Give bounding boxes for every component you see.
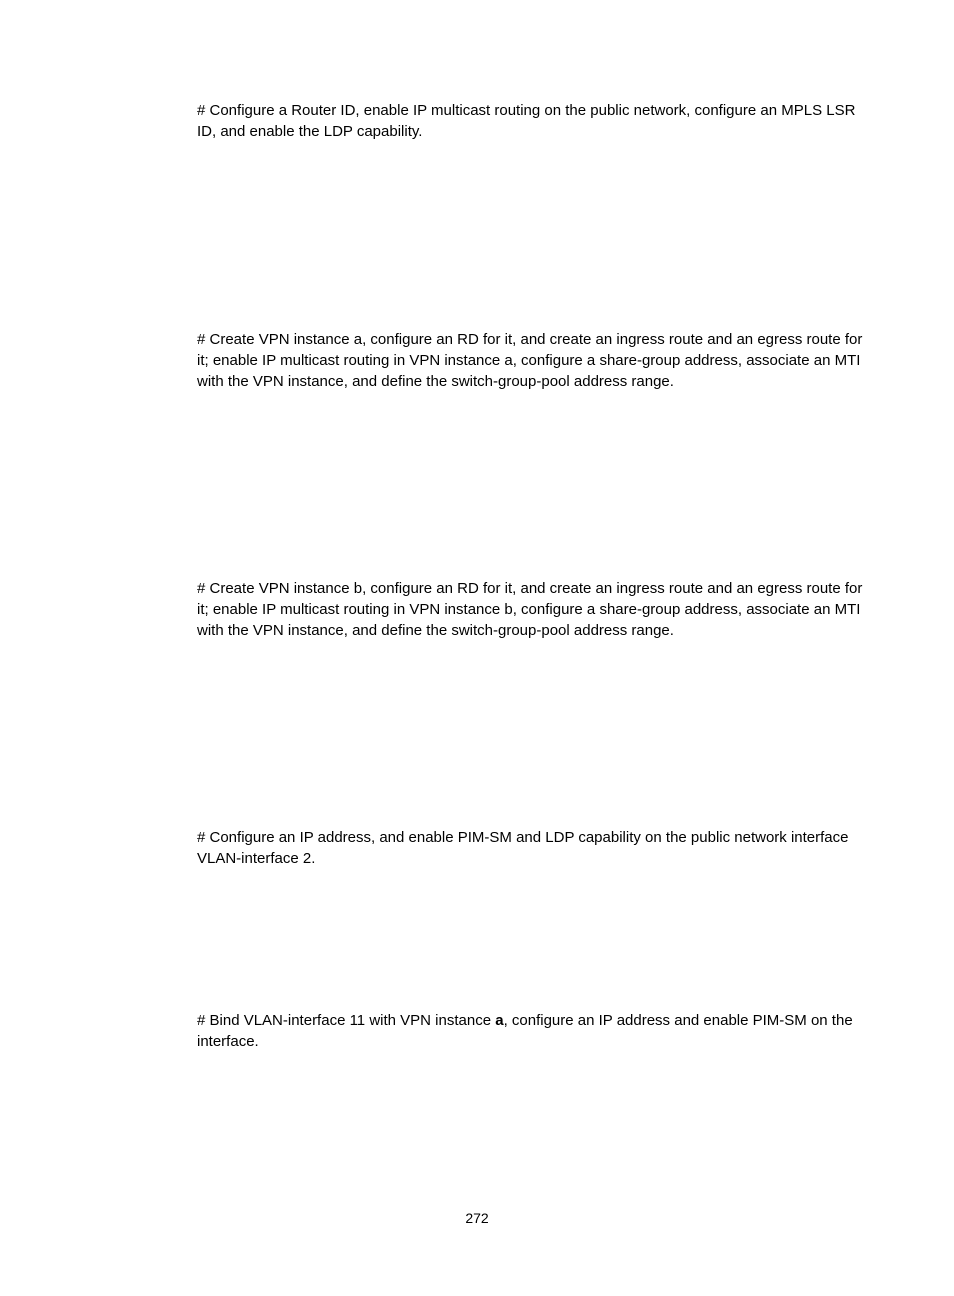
bind-text-bold: a	[495, 1012, 504, 1029]
bind-text-before: # Bind VLAN-interface 11 with VPN instance	[197, 1012, 496, 1029]
page-number: 272	[465, 1210, 489, 1226]
bind-text-after: , configure an IP address and enable PIM-SM on the interface.	[197, 1012, 853, 1050]
instruction-vpn-instance-a: # Create VPN instance a, configure an RD for it, and create an ingress route and an egress route for it; enable IP multicast routing in VPN instance a, configure a share-group address, associate an MTI with the VPN instance, and define the switch-group-pool address range.	[197, 331, 863, 390]
instruction-router-id: # Configure a Router ID, enable IP multicast routing on the public network, configure an MPLS LSR ID, and enable the LDP capability.	[197, 102, 856, 140]
instruction-vlan-interface-2: # Configure an IP address, and enable PIM-SM and LDP capability on the public network interface VLAN-interface 2.	[197, 829, 849, 867]
instruction-bind-vlan-interface-11	[197, 1010, 865, 1052]
instruction-vpn-instance-b: # Create VPN instance b, configure an RD for it, and create an ingress route and an egress route for it; enable IP multicast routing in VPN instance b, configure a share-group address, associate an MTI with the VPN instance, and define the switch-group-pool address range.	[197, 580, 863, 639]
